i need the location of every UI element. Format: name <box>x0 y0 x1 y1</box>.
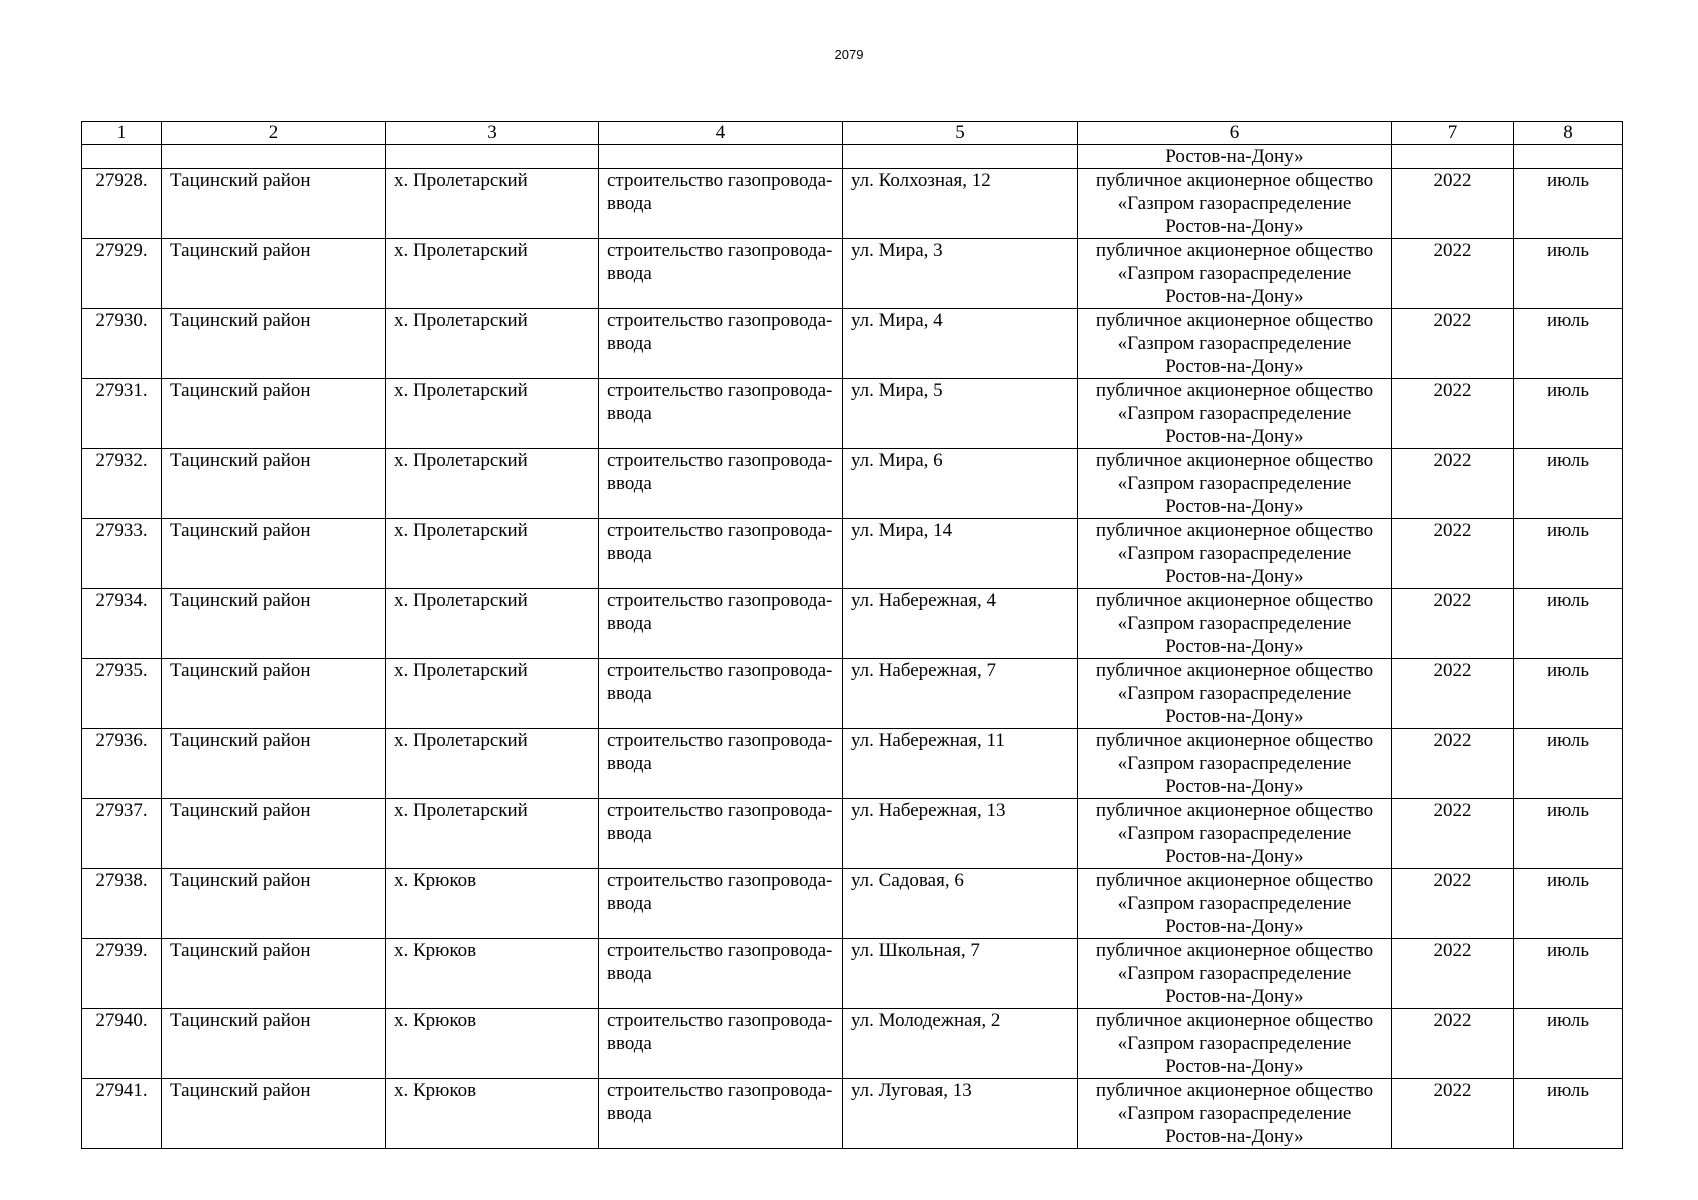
cell-district: Тацинский район <box>162 1009 386 1079</box>
cell-organization: публичное акционерное общество «Газпром газораспределение Ростов-на-Дону» <box>1078 449 1392 519</box>
cell-year: 2022 <box>1392 1009 1514 1079</box>
cell-district: Тацинский район <box>162 309 386 379</box>
column-header: 6 <box>1078 122 1392 145</box>
cell-organization: публичное акционерное общество «Газпром газораспределение Ростов-на-Дону» <box>1078 939 1392 1009</box>
cell-work-type: строительство газопровода-ввода <box>599 729 843 799</box>
cell-settlement: х. Пролетарский <box>386 519 599 589</box>
cell-year: 2022 <box>1392 869 1514 939</box>
cell-district: Тацинский район <box>162 939 386 1009</box>
cell-district: Тацинский район <box>162 589 386 659</box>
cell-year: 2022 <box>1392 239 1514 309</box>
cell-number: 27933. <box>82 519 162 589</box>
cell-empty <box>386 145 599 169</box>
table-row <box>82 799 1623 869</box>
table-row <box>82 939 1623 1009</box>
cell-number: 27936. <box>82 729 162 799</box>
cell-organization: публичное акционерное общество «Газпром газораспределение Ростов-на-Дону» <box>1078 589 1392 659</box>
cell-year: 2022 <box>1392 939 1514 1009</box>
cell-empty <box>162 145 386 169</box>
table-body <box>82 145 1623 1149</box>
cell-organization: публичное акционерное общество «Газпром газораспределение Ростов-на-Дону» <box>1078 659 1392 729</box>
cell-settlement: х. Пролетарский <box>386 799 599 869</box>
cell-number: 27941. <box>82 1079 162 1149</box>
cell-district: Тацинский район <box>162 379 386 449</box>
cell-number: 27929. <box>82 239 162 309</box>
cell-number: 27937. <box>82 799 162 869</box>
cell-organization: публичное акционерное общество «Газпром газораспределение Ростов-на-Дону» <box>1078 729 1392 799</box>
cell-work-type: строительство газопровода-ввода <box>599 239 843 309</box>
cell-address: ул. Мира, 5 <box>843 379 1078 449</box>
cell-month: июль <box>1514 1079 1623 1149</box>
cell-number: 27932. <box>82 449 162 519</box>
continuation-row <box>82 145 1623 169</box>
cell-year: 2022 <box>1392 379 1514 449</box>
cell-settlement: х. Крюков <box>386 1009 599 1079</box>
cell-empty <box>82 145 162 169</box>
cell-settlement: х. Пролетарский <box>386 449 599 519</box>
cell-settlement: х. Пролетарский <box>386 379 599 449</box>
cell-work-type: строительство газопровода-ввода <box>599 169 843 239</box>
cell-settlement: х. Пролетарский <box>386 659 599 729</box>
column-header: 8 <box>1514 122 1623 145</box>
cell-month: июль <box>1514 939 1623 1009</box>
cell-month: июль <box>1514 799 1623 869</box>
table-row <box>82 379 1623 449</box>
table-header <box>82 122 1623 145</box>
cell-year: 2022 <box>1392 729 1514 799</box>
cell-number: 27928. <box>82 169 162 239</box>
cell-organization: публичное акционерное общество «Газпром газораспределение Ростов-на-Дону» <box>1078 239 1392 309</box>
cell-empty <box>843 145 1078 169</box>
column-header: 7 <box>1392 122 1514 145</box>
table-row <box>82 239 1623 309</box>
table-row <box>82 869 1623 939</box>
cell-address: ул. Молодежная, 2 <box>843 1009 1078 1079</box>
cell-work-type: строительство газопровода-ввода <box>599 519 843 589</box>
cell-year: 2022 <box>1392 659 1514 729</box>
cell-settlement: х. Пролетарский <box>386 239 599 309</box>
cell-work-type: строительство газопровода-ввода <box>599 1009 843 1079</box>
cell-month: июль <box>1514 869 1623 939</box>
cell-number: 27931. <box>82 379 162 449</box>
cell-year: 2022 <box>1392 519 1514 589</box>
cell-organization: публичное акционерное общество «Газпром газораспределение Ростов-на-Дону» <box>1078 169 1392 239</box>
cell-work-type: строительство газопровода-ввода <box>599 939 843 1009</box>
column-header: 5 <box>843 122 1078 145</box>
cell-organization: публичное акционерное общество «Газпром газораспределение Ростов-на-Дону» <box>1078 379 1392 449</box>
table-row <box>82 1009 1623 1079</box>
cell-month: июль <box>1514 449 1623 519</box>
cell-org-continuation: Ростов-на-Дону» <box>1078 145 1392 169</box>
column-header: 3 <box>386 122 599 145</box>
table-row <box>82 169 1623 239</box>
cell-work-type: строительство газопровода-ввода <box>599 799 843 869</box>
cell-settlement: х. Крюков <box>386 1079 599 1149</box>
cell-settlement: х. Пролетарский <box>386 729 599 799</box>
cell-work-type: строительство газопровода-ввода <box>599 1079 843 1149</box>
cell-district: Тацинский район <box>162 869 386 939</box>
cell-work-type: строительство газопровода-ввода <box>599 869 843 939</box>
column-header: 4 <box>599 122 843 145</box>
cell-organization: публичное акционерное общество «Газпром газораспределение Ростов-на-Дону» <box>1078 799 1392 869</box>
cell-year: 2022 <box>1392 589 1514 659</box>
cell-empty <box>1514 145 1623 169</box>
cell-address: ул. Школьная, 7 <box>843 939 1078 1009</box>
cell-empty <box>599 145 843 169</box>
cell-district: Тацинский район <box>162 519 386 589</box>
cell-address: ул. Набережная, 13 <box>843 799 1078 869</box>
cell-address: ул. Мира, 3 <box>843 239 1078 309</box>
cell-address: ул. Луговая, 13 <box>843 1079 1078 1149</box>
cell-settlement: х. Крюков <box>386 869 599 939</box>
page-number: 2079 <box>834 47 864 62</box>
cell-month: июль <box>1514 309 1623 379</box>
cell-empty <box>1392 145 1514 169</box>
cell-address: ул. Набережная, 7 <box>843 659 1078 729</box>
register-table <box>81 121 1623 1149</box>
cell-address: ул. Набережная, 11 <box>843 729 1078 799</box>
column-header: 1 <box>82 122 162 145</box>
cell-month: июль <box>1514 589 1623 659</box>
table-row <box>82 449 1623 519</box>
cell-number: 27930. <box>82 309 162 379</box>
cell-address: ул. Мира, 6 <box>843 449 1078 519</box>
cell-settlement: х. Пролетарский <box>386 169 599 239</box>
cell-address: ул. Мира, 4 <box>843 309 1078 379</box>
header-row <box>82 122 1623 145</box>
cell-address: ул. Мира, 14 <box>843 519 1078 589</box>
cell-settlement: х. Крюков <box>386 939 599 1009</box>
cell-year: 2022 <box>1392 309 1514 379</box>
cell-work-type: строительство газопровода-ввода <box>599 589 843 659</box>
cell-number: 27935. <box>82 659 162 729</box>
cell-work-type: строительство газопровода-ввода <box>599 449 843 519</box>
cell-district: Тацинский район <box>162 239 386 309</box>
cell-year: 2022 <box>1392 449 1514 519</box>
cell-month: июль <box>1514 659 1623 729</box>
cell-number: 27940. <box>82 1009 162 1079</box>
cell-organization: публичное акционерное общество «Газпром газораспределение Ростов-на-Дону» <box>1078 309 1392 379</box>
cell-district: Тацинский район <box>162 799 386 869</box>
cell-organization: публичное акционерное общество «Газпром газораспределение Ростов-на-Дону» <box>1078 519 1392 589</box>
cell-month: июль <box>1514 169 1623 239</box>
cell-year: 2022 <box>1392 799 1514 869</box>
cell-settlement: х. Пролетарский <box>386 309 599 379</box>
cell-district: Тацинский район <box>162 169 386 239</box>
cell-district: Тацинский район <box>162 729 386 799</box>
cell-organization: публичное акционерное общество «Газпром газораспределение Ростов-на-Дону» <box>1078 869 1392 939</box>
cell-number: 27939. <box>82 939 162 1009</box>
cell-district: Тацинский район <box>162 659 386 729</box>
cell-address: ул. Набережная, 4 <box>843 589 1078 659</box>
cell-number: 27938. <box>82 869 162 939</box>
table-row <box>82 309 1623 379</box>
cell-year: 2022 <box>1392 1079 1514 1149</box>
cell-month: июль <box>1514 239 1623 309</box>
cell-month: июль <box>1514 1009 1623 1079</box>
cell-district: Тацинский район <box>162 449 386 519</box>
cell-address: ул. Садовая, 6 <box>843 869 1078 939</box>
cell-district: Тацинский район <box>162 1079 386 1149</box>
cell-month: июль <box>1514 379 1623 449</box>
cell-month: июль <box>1514 519 1623 589</box>
table-row <box>82 659 1623 729</box>
table-row <box>82 729 1623 799</box>
cell-address: ул. Колхозная, 12 <box>843 169 1078 239</box>
table-row <box>82 589 1623 659</box>
cell-number: 27934. <box>82 589 162 659</box>
cell-work-type: строительство газопровода-ввода <box>599 379 843 449</box>
table-row <box>82 519 1623 589</box>
cell-month: июль <box>1514 729 1623 799</box>
cell-work-type: строительство газопровода-ввода <box>599 659 843 729</box>
cell-settlement: х. Пролетарский <box>386 589 599 659</box>
cell-organization: публичное акционерное общество «Газпром газораспределение Ростов-на-Дону» <box>1078 1009 1392 1079</box>
cell-work-type: строительство газопровода-ввода <box>599 309 843 379</box>
column-header: 2 <box>162 122 386 145</box>
cell-year: 2022 <box>1392 169 1514 239</box>
table-row <box>82 1079 1623 1149</box>
cell-organization: публичное акционерное общество «Газпром газораспределение Ростов-на-Дону» <box>1078 1079 1392 1149</box>
